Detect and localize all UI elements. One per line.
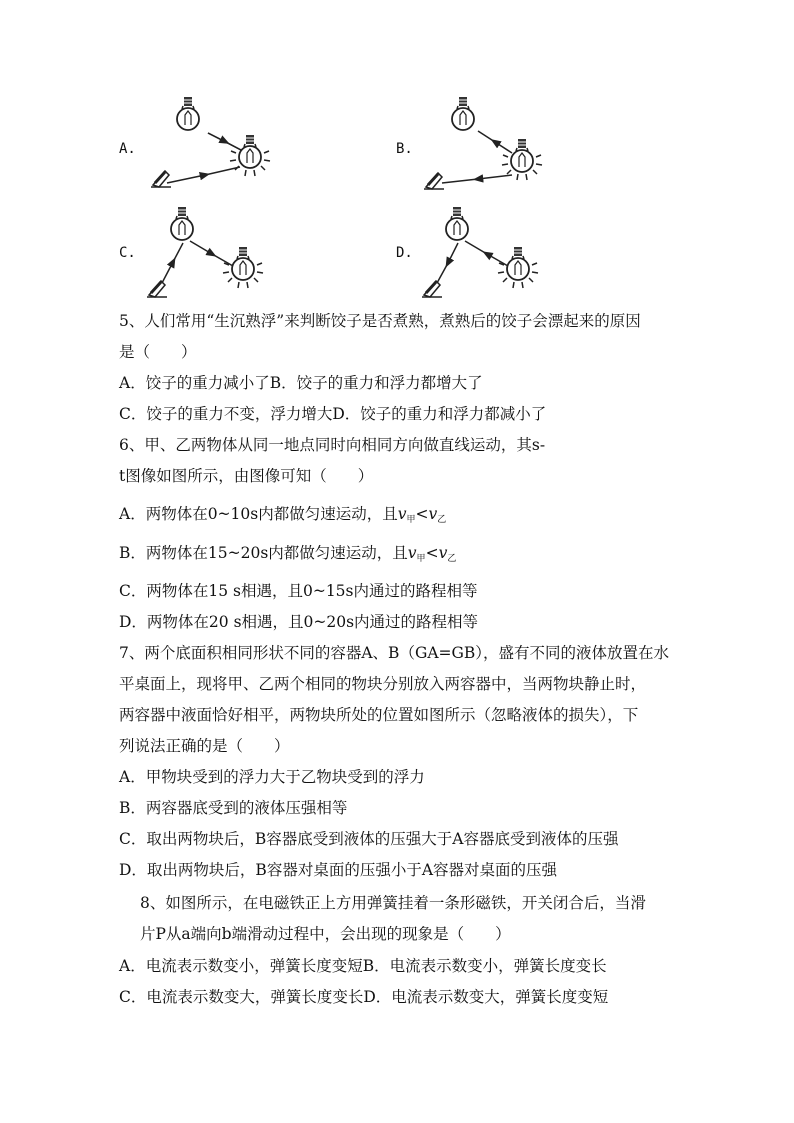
q5-option-cd: C．饺子的重力不变，浮力增大D．饺子的重力和浮力都减小了	[119, 405, 547, 423]
option-c-figure	[145, 203, 275, 303]
q7-stem-line1: 7、两个底面积相同形状不同的容器A、B（GA=GB），盛有不同的液体放置在水	[119, 644, 670, 662]
q5-stem-line2: 是（ ）	[119, 343, 197, 361]
q7-option-c: C．取出两物块后，B容器底受到液体的压强大于A容器底受到液体的压强	[119, 830, 619, 848]
q7-option-b: B．两容器底受到的液体压强相等	[119, 799, 348, 817]
q7-option-d: D．取出两物块后，B容器对桌面的压强小于A容器对桌面的压强	[119, 861, 558, 879]
q8-option-ab: A．电流表示数变小，弹簧长度变短B．电流表示数变小，弹簧长度变长	[119, 957, 607, 975]
eye-icon	[147, 281, 167, 297]
lit-bulb-icon	[502, 139, 542, 180]
unlit-bulb-icon	[452, 97, 474, 130]
q7-stem-line4: 列说法正确的是（ ）	[119, 737, 290, 755]
option-a-figure	[145, 95, 275, 195]
option-b-label: B.	[396, 141, 413, 157]
eye-icon	[424, 173, 444, 189]
q6-option-b: B．两物体在15~20s内都做匀速运动，且$v_甲<v_乙$	[119, 544, 457, 564]
q6-option-a: A．两物体在0~10s内都做匀速运动，且$v_甲<v_乙$	[119, 505, 447, 525]
q5-option-ab: A．饺子的重力减小了B．饺子的重力和浮力都增大了	[119, 374, 483, 392]
eye-icon	[151, 171, 171, 187]
q7-stem-line2: 平桌面上，现将甲、乙两个相同的物块分别放入两容器中，当两物块静止时，	[119, 675, 647, 693]
lit-bulb-icon	[498, 247, 538, 288]
q8-option-cd: C．电流表示数变大，弹簧长度变长D．电流表示数变大，弹簧长度变短	[119, 988, 609, 1006]
eye-icon	[422, 281, 442, 297]
lit-bulb-icon	[230, 135, 270, 176]
option-c-label: C.	[119, 245, 136, 261]
q8-stem-line1: 8、如图所示，在电磁铁正上方用弹簧挂着一条形磁铁，开关闭合后，当滑	[140, 894, 646, 912]
q6-option-d: D．两物体在20 s相遇，且0~20s内通过的路程相等	[119, 613, 479, 631]
q7-stem-line3: 两容器中液面恰好相平，两物块所处的位置如图所示（忽略液体的损失），下	[119, 706, 639, 724]
q6-stem-line1: 6、甲、乙两物体从同一地点同时向相同方向做直线运动，其s-	[119, 436, 546, 454]
unlit-bulb-icon	[177, 97, 199, 130]
option-d-label: D.	[396, 245, 413, 261]
q5-stem-line1: 5、人们常用“生沉熟浮”来判断饺子是否煮熟，煮熟后的饺子会漂起来的原因	[119, 312, 641, 330]
option-d-figure	[420, 203, 550, 303]
option-b-figure	[420, 95, 550, 195]
unlit-bulb-icon	[446, 207, 468, 240]
q6-stem-line2: t图像如图所示，由图像可知（ ）	[119, 467, 374, 485]
option-a-label: A.	[119, 141, 136, 157]
q8-stem-line2: 片P从a端向b端滑动过程中，会出现的现象是（ ）	[140, 925, 511, 943]
q7-option-a: A．甲物块受到的浮力大于乙物块受到的浮力	[119, 768, 425, 786]
q6-option-c: C．两物体在15 s相遇，且0~15s内通过的路程相等	[119, 582, 478, 600]
unlit-bulb-icon	[171, 207, 193, 240]
lit-bulb-icon	[223, 247, 263, 288]
